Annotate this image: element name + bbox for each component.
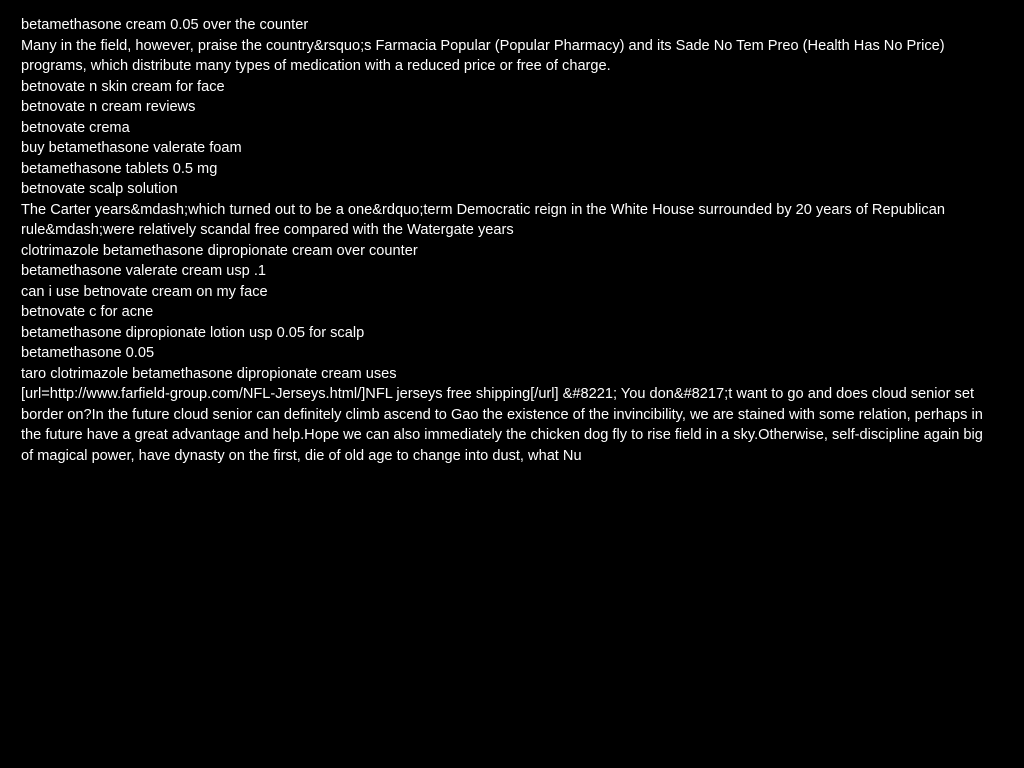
text-line: betamethasone dipropionate lotion usp 0.05 for scalp (21, 324, 365, 341)
text-line: clotrimazole betamethasone dipropionate cream over counter (21, 242, 418, 259)
paragraph-line: [url=http://www.farfield-group.com/NFL-Jerseys.html/]NFL jerseys free shipping[/url] &#8221; You don&#8217;t want to go and does cloud senior set border on?In the future cloud senior can definitely climb ascend to Gao the existence of the invincibility, we are stained with some relation, perhaps in the future have a great advantage and help.Hope we can also immediately the chicken dog fly to rise field in a sky.Otherwise, self-discipline again big of magical power, have dynasty on the first, die of old age to change into dust, what Nu (21, 386, 983, 464)
heading-line: betamethasone cream 0.05 over the counter (21, 17, 309, 33)
text-line: betnovate c for acne (21, 304, 154, 320)
document-text-block (21, 15, 996, 466)
paragraph-line: The Carter years&mdash;which turned out to be a one&rdquo;term Democratic reign in the White House surrounded by 20 years of Republican rule&mdash;were relatively scandal free compared with the Watergate years (21, 201, 945, 238)
text-line: betnovate n skin cream for face (21, 78, 225, 95)
paragraph-line: Many in the field, however, praise the country&rsquo;s Farmacia Popular (Popular Pharmacy) and its Sade No Tem Preo (Health Has No Price) programs, which distribute many types of medication with a reduced price or free of charge. (21, 37, 945, 74)
text-line: betnovate scalp solution (21, 181, 178, 197)
text-line: betnovate n cream reviews (21, 99, 196, 115)
text-line: can i use betnovate cream on my face (21, 283, 268, 300)
text-line: betamethasone valerate cream usp .1 (21, 263, 266, 279)
text-line: betamethasone tablets 0.5 mg (21, 160, 218, 177)
text-line: taro clotrimazole betamethasone dipropionate cream uses (21, 365, 397, 382)
text-line: betamethasone 0.05 (21, 345, 155, 361)
text-line: betnovate crema (21, 119, 130, 136)
text-line: buy betamethasone valerate foam (21, 140, 242, 156)
